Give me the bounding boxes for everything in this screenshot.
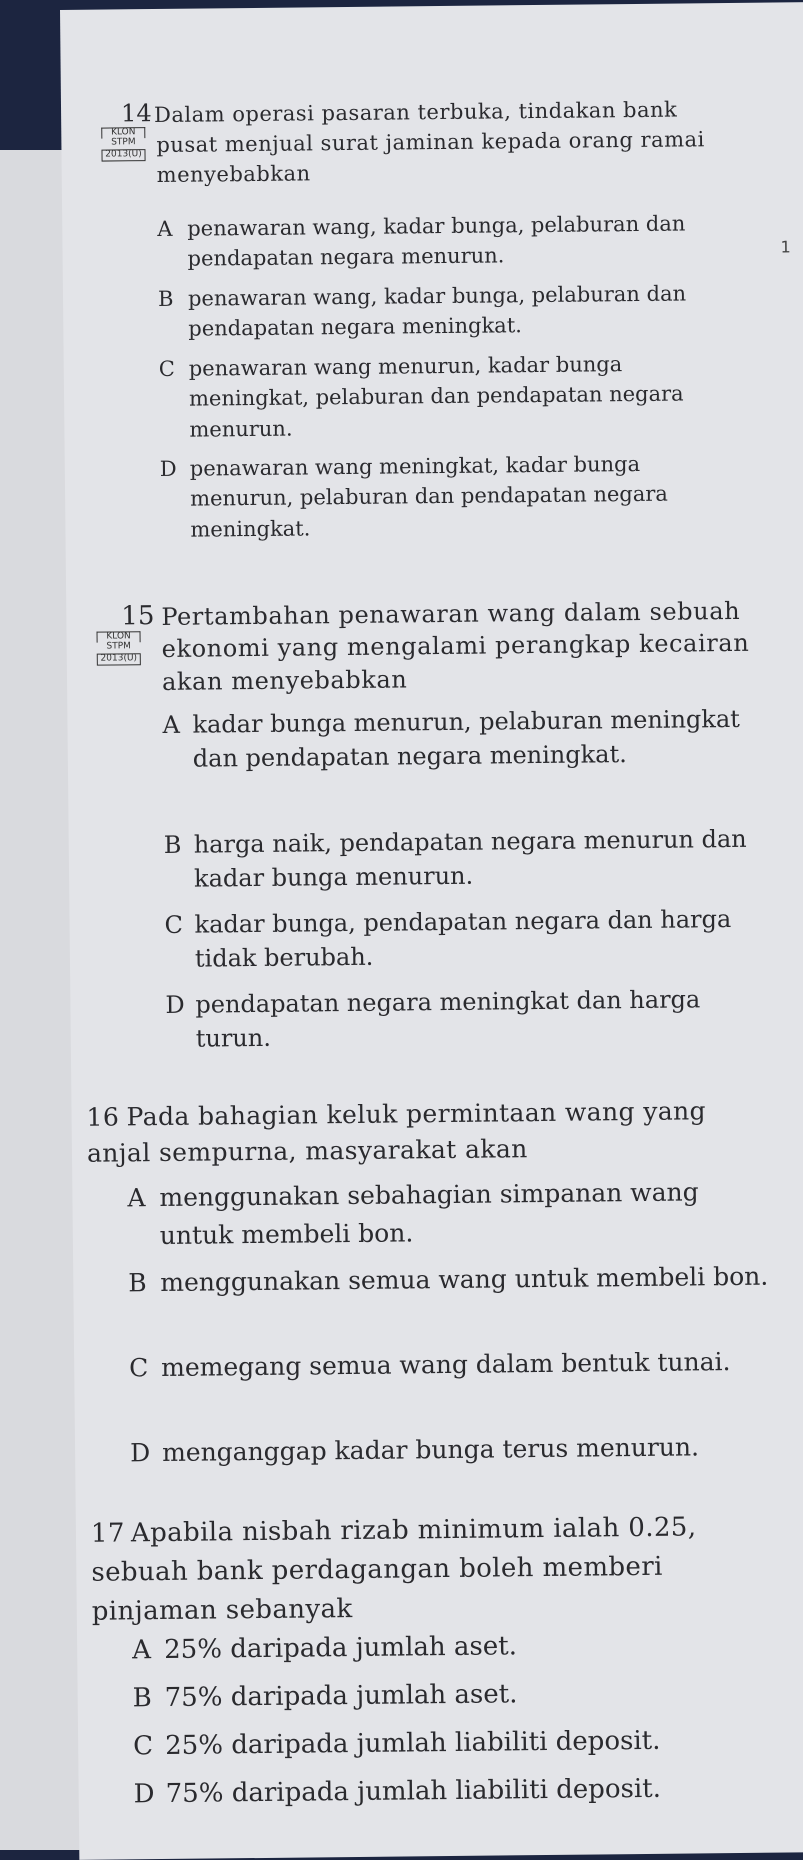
- tag-year: 2013(U): [97, 653, 141, 665]
- option-text: menggunakan sebahagian simpanan wang untuk membeli bon.: [159, 1177, 699, 1250]
- option-text: penawaran wang menurun, kadar bunga meningkat, pelaburan dan pendapatan negara menurun.: [188, 352, 684, 442]
- option-letter: D: [133, 1779, 155, 1810]
- option-text: 25% daripada jumlah liabiliti deposit.: [165, 1725, 661, 1761]
- option-letter: A: [132, 1635, 152, 1666]
- option-letter: D: [129, 1438, 151, 1468]
- option-text: 25% daripada jumlah aset.: [164, 1631, 518, 1665]
- question-text: Pada bahagian keluk permintaan wang yang anjal sempurna, masyarakat akan: [86, 1096, 707, 1169]
- option-d: [160, 448, 731, 545]
- option-b: [133, 1675, 793, 1716]
- option-a: [132, 1627, 792, 1668]
- option-text: menganggap kadar bunga terus menurun.: [161, 1432, 700, 1468]
- option-b: [128, 1258, 768, 1302]
- question-stem: Pertambahan penawaran wang dalam sebuah ekonomi yang mengalami perangkap kecairan akan menyebabkan: [161, 596, 750, 696]
- option-text: 75% daripada jumlah aset.: [164, 1679, 518, 1713]
- option-text: kadar bunga menurun, pelaburan meningkat dan pendapatan negara meningkat.: [192, 704, 740, 773]
- option-a: [162, 703, 753, 776]
- exam-source-tag: [97, 631, 141, 665]
- option-letter: B: [157, 286, 174, 311]
- tag-line1: KLON: [97, 631, 141, 642]
- question-number: 16: [86, 1102, 120, 1132]
- option-text: memegang semua wang dalam bentuk tunai.: [161, 1347, 731, 1383]
- option-letter: C: [133, 1731, 154, 1762]
- tag-line2: STPM: [111, 137, 136, 148]
- option-letter: C: [129, 1353, 149, 1383]
- question-number: 15: [121, 601, 155, 632]
- option-letter: D: [159, 456, 177, 481]
- question-number: 17: [90, 1518, 126, 1549]
- option-letter: A: [162, 710, 180, 739]
- option-b: [164, 823, 755, 896]
- tag-year: 2013(U): [101, 149, 145, 161]
- option-c: [164, 903, 755, 976]
- option-text: penawaran wang, kadar bunga, pelaburan dan pendapatan negara meningkat.: [187, 281, 687, 342]
- option-c: [129, 1343, 769, 1387]
- question-stem: [91, 1507, 792, 1631]
- question-number: 14: [120, 99, 152, 128]
- option-d: [130, 1427, 790, 1471]
- option-letter: D: [165, 990, 185, 1019]
- option-letter: C: [164, 910, 184, 939]
- option-letter: A: [157, 216, 173, 241]
- option-text: harga naik, pendapatan negara menurun dan kadar bunga menurun.: [193, 824, 747, 893]
- option-letter: B: [163, 830, 182, 859]
- option-d: [165, 983, 756, 1056]
- question-stem: [86, 1093, 777, 1173]
- option-text: 75% daripada jumlah liabiliti deposit.: [165, 1773, 662, 1809]
- option-text: penawaran wang, kadar bunga, pelaburan dan pendapatan negara menurun.: [187, 211, 686, 272]
- option-letter: A: [127, 1183, 146, 1213]
- option-d: [134, 1771, 803, 1812]
- option-text: pendapatan negara meningkat dan harga turun.: [195, 985, 701, 1053]
- option-text: menggunakan semua wang untuk membeli bon.: [160, 1261, 769, 1298]
- option-c: [159, 348, 730, 445]
- option-text: penawaran wang meningkat, kadar bunga menurun, pelaburan dan pendapatan negara meningkat.: [189, 451, 669, 542]
- tag-line2: STPM: [106, 641, 131, 652]
- option-a: [157, 208, 728, 275]
- option-b: [158, 278, 729, 345]
- exam-page: [60, 2, 803, 1860]
- option-c: [133, 1723, 803, 1764]
- option-a: [127, 1173, 768, 1255]
- margin-mark: 1: [780, 237, 791, 257]
- option-letter: B: [132, 1683, 152, 1714]
- option-text: kadar bunga, pendapatan negara dan harga tidak berubah.: [194, 905, 732, 973]
- question-stem: Dalam operasi pasaran terbuka, tindakan bank pusat menjual surat jaminan kepada orang ramai menyebabkan: [153, 97, 705, 187]
- option-letter: C: [158, 356, 175, 381]
- exam-source-tag: [101, 127, 145, 161]
- tag-line1: KLON: [101, 127, 145, 138]
- option-letter: B: [128, 1268, 147, 1298]
- question-text: Apabila nisbah rizab minimum ialah 0.25, sebuah bank perdagangan boleh memberi pinjaman sebanyak: [91, 1512, 697, 1627]
